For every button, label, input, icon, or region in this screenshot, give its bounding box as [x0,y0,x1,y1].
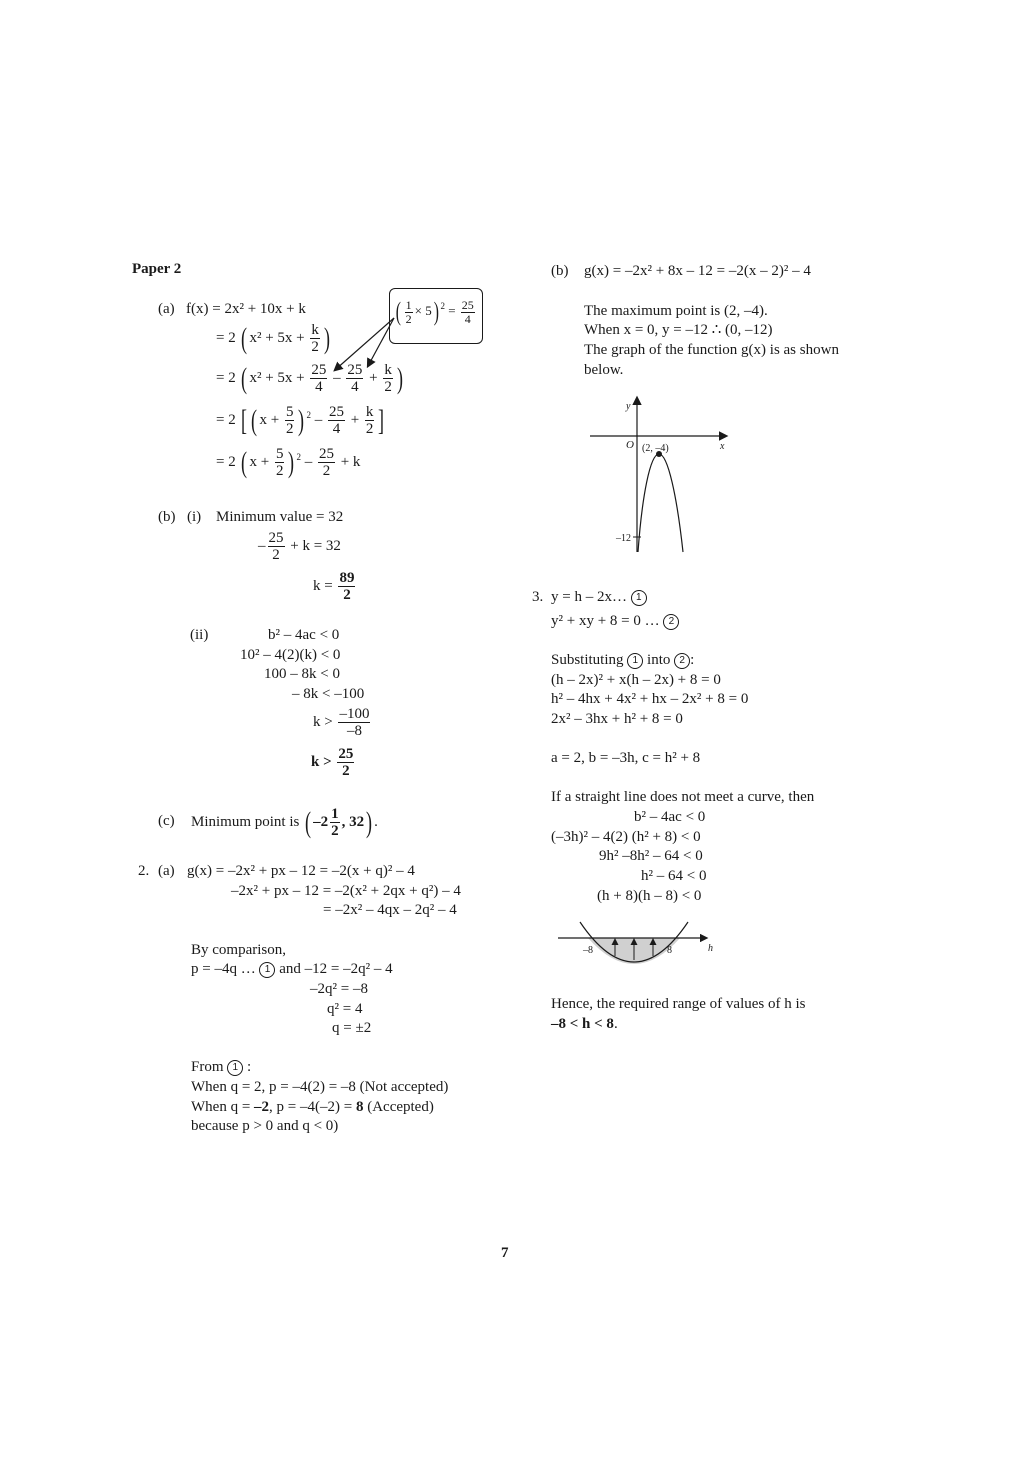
q3-s1: (h – 2x)² + x(h – 2x) + 8 = 0 [551,672,721,688]
q2-a-label: (a) [158,863,175,879]
numline-minus8: –8 [583,945,593,956]
q3-d1: b² – 4ac < 0 [634,809,706,825]
q1-b-ii-line3: 100 – 8k < 0 [264,666,340,682]
parabola-curve [638,454,683,552]
q1-a-line5: = 2 ( x + $\frac{5}{2}$ ) $^2$ – $\frac{25}{2}$ + k [216,445,361,479]
q2-comp2: –2q² = –8 [310,981,368,997]
q1-b-i-label: (i) [187,509,202,525]
q2-b-graph1: The graph of the function g(x) is as shown [584,342,839,358]
q2-b-max: The maximum point is (2, –4). [584,303,768,319]
q2-b-line1: g(x) = –2x² + 8x – 12 = –2(x – 2)² – 4 [584,263,811,279]
numline-h: h [708,943,713,954]
note-box: ( $\frac{1}{2}$ × 5) $^2$ = $\frac{25}{4}$ [389,288,483,344]
q2-comp: By comparison, [191,942,286,958]
q1-b-ii-label: (ii) [190,627,209,643]
graph-x-label: x [720,441,725,452]
q3-d2: (–3h)² – 4(2) (h² + 8) < 0 [551,829,701,845]
q2-num: 2. [138,863,150,879]
q3-hence: Hence, the required range of values of h is [551,996,806,1012]
q1-c-text: Minimum point is ( –2 $\frac{1}{2}$ , 32) . [191,805,378,839]
q1-a-line3: = 2 ( x² + 5x + $\frac{25}{4}$ – $\frac{25}{4}$ + $\frac{k}{2}$ ) [216,361,403,395]
q3-d5: (h + 8)(h – 8) < 0 [597,888,702,904]
q2-because: because p > 0 and q < 0) [191,1118,339,1134]
q3-s3: 2x² – 3hx + h² + 8 = 0 [551,711,683,727]
q1-b-ii-line2: 10² – 4(2)(k) < 0 [240,647,341,663]
q1-b-i-answer: k = $\frac{89}{2}$ [313,570,355,603]
page-title: Paper 2 [132,261,182,277]
q2-when1: When q = 2, p = –4(2) = –8 (Not accepted) [191,1079,449,1095]
q3-d3: 9h² –8h² – 64 < 0 [599,848,703,864]
q2-b-graph2: below. [584,362,624,378]
q1-b-ii-line4: – 8k < –100 [292,686,365,702]
q1-a-line2: = 2 ( x² + 5x + $\frac{k}{2}$ ) [216,321,330,355]
q1-c-label: (c) [158,813,175,829]
q2-comp4: q = ±2 [332,1020,372,1036]
q1-b-ii-line1: b² – 4ac < 0 [268,627,340,643]
q2-a-line2: –2x² + px – 12 = –2(x² + 2qx + q²) – 4 [231,883,461,899]
q1-a-line4: = 2 [ ( x + $\frac{5}{2}$ ) $^2$ – $\frac{25}{4}$ + $\frac{k}{2}$ ] [216,403,385,437]
q2-a-line3: = –2x² – 4qx – 2q² – 4 [323,902,457,918]
q3-if: If a straight line does not meet a curve, then [551,789,815,805]
q3-num: 3. [532,589,544,605]
q2-from: From 1 : [191,1059,252,1075]
q1-b-ii-line5: k > $\frac{-100}{-8}$ [313,706,370,739]
q2-when2: When q = –2, p = –4(–2) = 8 (Accepted) [191,1099,434,1115]
graph-y-intercept-label: –12 [616,533,631,544]
q3-abc: a = 2, b = –3h, c = h² + 8 [551,750,701,766]
q3-eq2: y² + xy + 8 = 0 … 2 [551,612,679,630]
graph-point-label: (2, –4) [642,443,669,454]
q1-b-label: (b) [158,509,176,525]
q3-subst: Substituting 1 into 2 : [551,652,695,668]
q3-eq1: y = h – 2x… 1 [551,588,647,606]
numline-8: 8 [667,945,672,956]
q1-a-line1: f(x) = 2x² + 10x + k [186,301,306,317]
q2-b-label: (b) [551,263,569,279]
q1-b-i-line2: – $\frac{25}{2}$ + k = 32 [258,530,341,563]
parabola-graph [580,392,740,562]
q1-b-i-line1: Minimum value = 32 [216,509,344,525]
q3-d4: h² – 64 < 0 [641,868,707,884]
q2-b-when: When x = 0, y = –12 ∴ (0, –12) [584,322,773,338]
page-number: 7 [501,1245,509,1261]
graph-y-label: y [626,401,631,412]
q1-b-ii-answer: k > $\frac{25}{2}$ [311,746,354,779]
q2-a-line1: g(x) = –2x² + px – 12 = –2(x + q)² – 4 [187,863,415,879]
q3-answer: –8 < h < 8. [551,1016,618,1032]
q2-comp1: p = –4q … 1 and –12 = –2q² – 4 [191,961,393,977]
q3-s2: h² – 4hx + 4x² + hx – 2x² + 8 = 0 [551,691,749,707]
q2-comp3: q² = 4 [327,1001,363,1017]
graph-origin-label: O [626,439,634,451]
q1-a-label: (a) [158,301,175,317]
h-number-line [550,912,730,968]
